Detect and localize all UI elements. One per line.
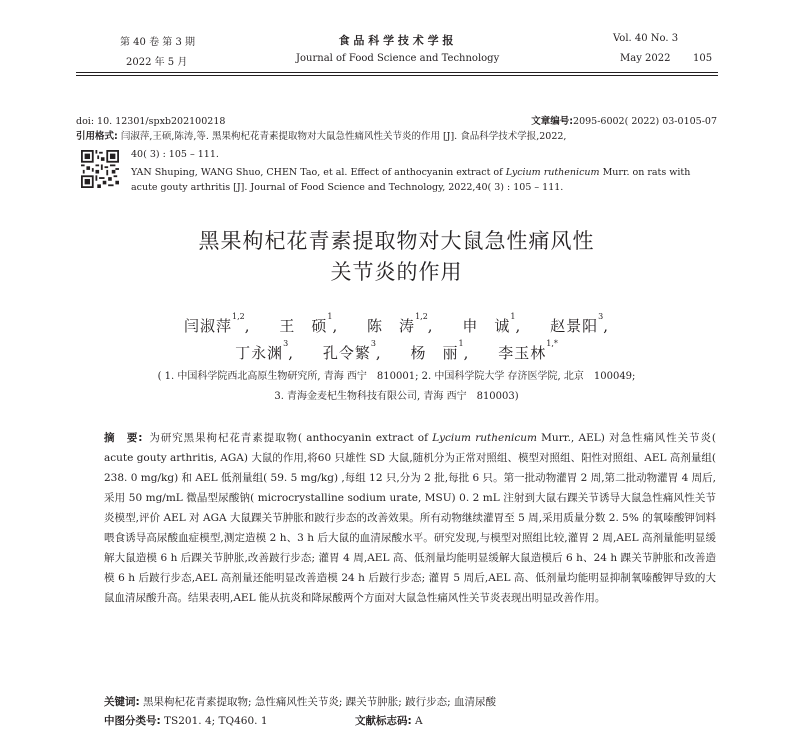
- abstract-text-2: Murr., AEL) 对急性痛风性关节炎( acute gouty arthritis, AGA) 大鼠的作用,将60 只雄性 SD 大鼠,随机分为正常对照组、模型对照组、阳性对照组、AEL 高剂量组( 238. 0 mg/kg) 和 AEL 低剂量组( 59. 5 mg/kg) ,每组 12 只,分为 2 批,每批 6 只。第一批动物灌胃 2 周,第二批动物灌胃 4 周后,采用 50 mg/mL 微晶型尿酸钠( microcrystalline sodium urate, MSU) 0. 2 mL 注射到大鼠右踝关节诱导大鼠急性痛风性关节炎模型,评价 AEL 对 AGA 大鼠踝关节肿胀和跛行步态的改善效果。所有动物继续灌胃至 5 周,采用质量分数 2. 5% 的氧嗪酸钾饲料喂食诱导高尿酸血症模型,测定造模 2 h、3 h 后大鼠的血清尿酸水平。研究发现,与模型对照组比较,灌胃 2 周,AEL 高剂量能明显缓解大鼠造模 6 h 后踝关节肿胀,改善跛行步态; 灌胃 4 周,AEL 高、低剂量均能明显缓解大鼠造模后 6 h、24 h 踝关节肿胀和改善造模 6 h 后跛行步态,AEL 高剂量还能明显改善造模 24 h 后跛行步态; 灌胃 5 周后,AEL 高、低剂量均能明显抑制氧嗪酸钾导致的大鼠血清尿酸升高。结果表明,AEL 能从抗炎和降尿酸两个方面对大鼠急性痛风性关节炎表现出明显改善作用。: [104, 432, 717, 604]
- classification: [104, 713, 268, 728]
- keywords-text: 黑果枸杞花青素提取物; 急性痛风性关节炎; 踝关节肿胀; 跛行步态; 血清尿酸: [143, 696, 497, 708]
- abstract-species: Lycium ruthenicum: [432, 432, 537, 444]
- document-code-value: A: [415, 715, 423, 727]
- author-affil-mark: 1,2: [415, 312, 428, 321]
- header-volume-cn: 第 40 卷 第 3 期: [120, 37, 195, 48]
- abstract-label: 摘 要:: [104, 432, 143, 444]
- document-code-label: 文献标志码:: [355, 715, 412, 727]
- author-affil-mark: 3: [283, 339, 289, 348]
- authors-line1: 闫淑萍$^{1,2}$, 王 硕$^1$, 陈 涛$^{1,2}$, 申 诚$^1$, 赵景阳$^3$,: [183, 312, 610, 335]
- author-name: 孔令繁: [322, 344, 371, 362]
- author-affil-mark: 1,*: [546, 339, 558, 348]
- author-affil-mark: 1,2: [231, 312, 245, 321]
- header-rule-bottom: [76, 75, 718, 76]
- keywords-label: 关键词:: [104, 696, 140, 708]
- author-name: 王 硕: [279, 317, 328, 335]
- author-name: 闫淑萍: [183, 317, 232, 335]
- author-affil-mark: 1: [458, 339, 464, 348]
- affiliations-line2: 3. 青海金麦杞生物科技有限公司, 青海 西宁 810003): [274, 391, 519, 402]
- author-affil-mark: 1: [327, 312, 333, 321]
- abstract: [104, 428, 716, 608]
- citation-en-line1: [131, 166, 690, 180]
- header-rule-top: [76, 72, 718, 73]
- article-id-value: 2095-6002( 2022) 03-0105-07: [573, 116, 717, 127]
- citation-cn-line2: 40( 3) : 105 – 111.: [131, 149, 219, 160]
- doi: doi: 10. 12301/spxb202100218: [76, 116, 226, 127]
- article-id: [531, 115, 717, 129]
- header-page-number: 105: [693, 53, 713, 64]
- header-date-en: May 2022: [620, 53, 671, 64]
- qr-code-icon: [81, 150, 119, 188]
- author-affil-mark: 1: [510, 312, 516, 321]
- citation-en-text1a: YAN Shuping, WANG Shuo, CHEN Tao, et al. Effect of anthocyanin extract of: [131, 167, 503, 178]
- citation-label: 引用格式:: [76, 131, 118, 142]
- header-date-cn: 2022 年 5 月: [126, 57, 188, 68]
- document-code: [355, 713, 423, 728]
- article-id-label: 文章编号:: [531, 116, 574, 127]
- abstract-text-1: 为研究黑果枸杞花青素提取物( anthocyanin extract of: [148, 432, 433, 444]
- title-line2: 关节炎的作用: [330, 260, 463, 284]
- author-name: 杨 丽: [410, 344, 459, 362]
- citation-cn-text1: 闫淑萍,王硕,陈涛,等. 黑果枸杞花青素提取物对大鼠急性痛风性关节炎的作用 [J]. 食品科学技术学报,2022,: [120, 131, 567, 142]
- citation-en-line2: acute gouty arthritis [J]. Journal of Food Science and Technology, 2022,40( 3) : 105 – 111.: [131, 182, 564, 193]
- citation-en-species: Lycium ruthenicum: [505, 167, 600, 178]
- citation-en-text1c: Murr. on rats with: [602, 167, 691, 178]
- keywords: [104, 694, 496, 709]
- author-name: 陈 涛: [367, 317, 416, 335]
- affiliations-line1: ( 1. 中国科学院西北高原生物研究所, 青海 西宁 810001; 2. 中国科学院大学 存济医学院, 北京 100049;: [157, 371, 636, 382]
- header-journal-cn: 食 品 科 学 技 术 学 报: [338, 34, 454, 47]
- author-name: 丁永渊: [235, 344, 284, 362]
- citation-cn-line1: [76, 130, 566, 144]
- author-affil-mark: 3: [370, 339, 376, 348]
- authors-line2: 丁永渊$^3$, 孔令繁$^3$, 杨 丽$^1$, 李玉林$^{1,*}$: [235, 339, 558, 362]
- title-line1: 黑果枸杞花青素提取物对大鼠急性痛风性: [198, 229, 595, 253]
- classification-text: TS201. 4; TQ460. 1: [164, 715, 268, 727]
- author-name: 李玉林: [498, 344, 547, 362]
- author-name: 申 诚: [462, 317, 511, 335]
- author-affil-mark: 3: [598, 312, 604, 321]
- header-volume-en: Vol. 40 No. 3: [613, 33, 679, 44]
- header-journal-en: Journal of Food Science and Technology: [296, 53, 500, 64]
- author-name: 赵景阳: [550, 317, 599, 335]
- classification-label: 中图分类号:: [104, 715, 161, 727]
